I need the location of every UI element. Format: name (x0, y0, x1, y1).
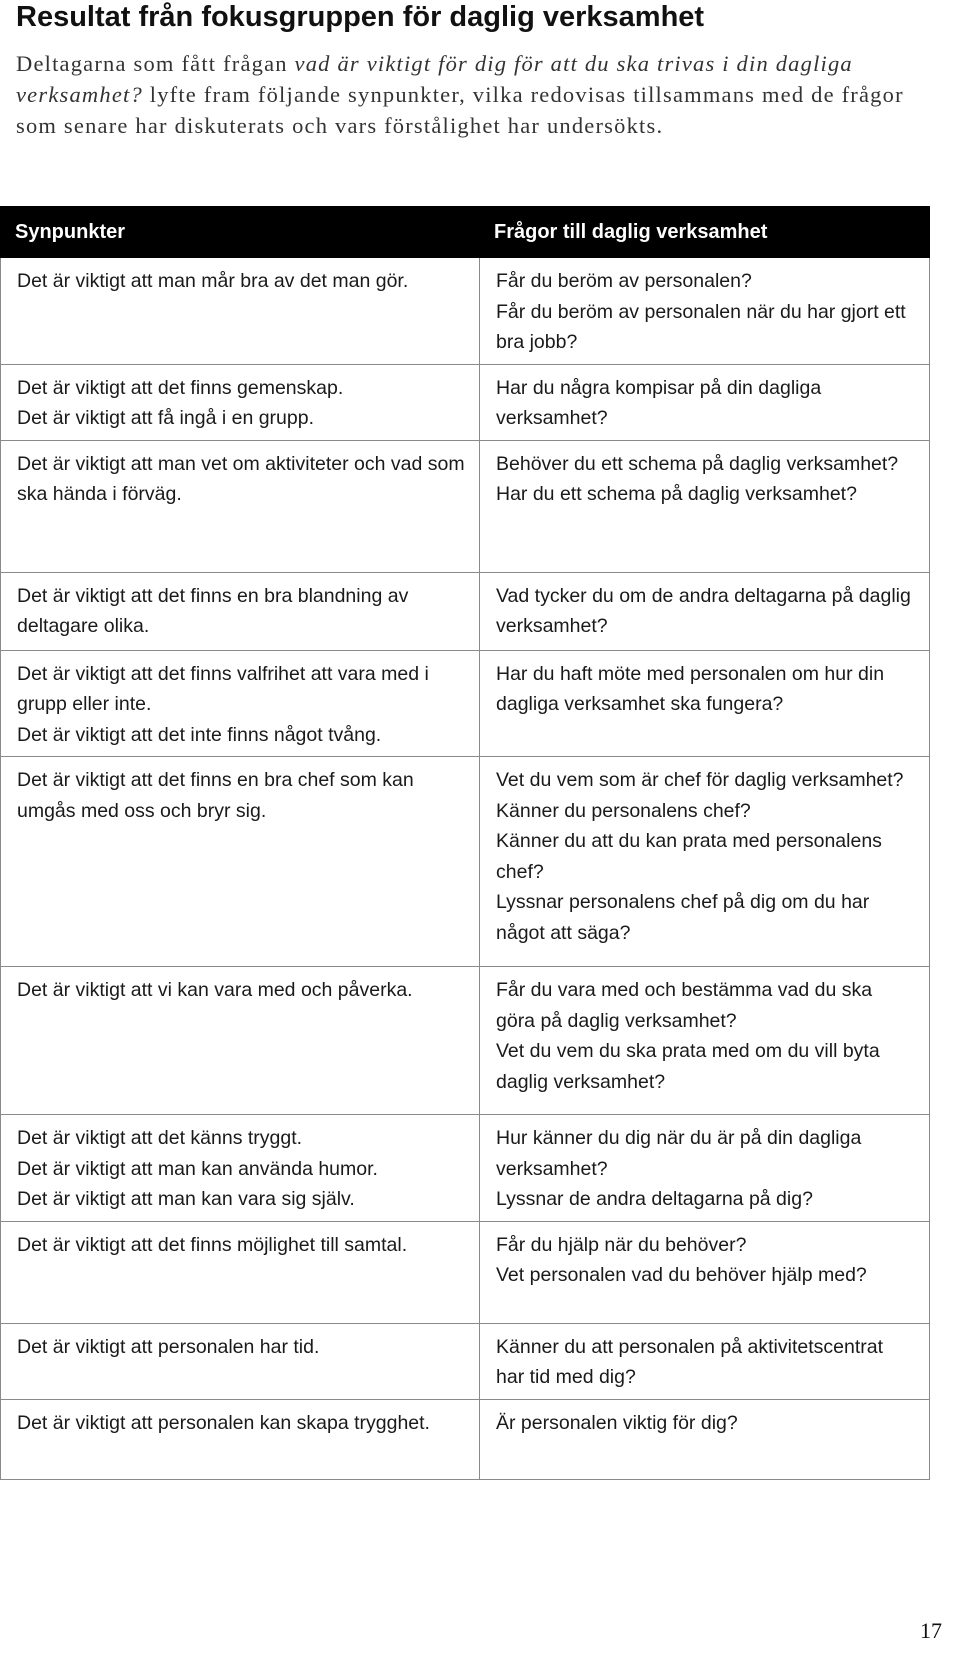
synpunkt-cell (1, 1323, 480, 1399)
synpunkt-cell (1, 757, 480, 967)
page-number: 17 (920, 1618, 942, 1643)
fraga-cell (480, 440, 930, 572)
fraga-text: Vet du vem som är chef för daglig verksamhet? (496, 769, 904, 791)
fraga-cell (480, 1221, 930, 1323)
synpunkt-text: Det är viktigt att det finns möjlighet till samtal. (17, 1233, 408, 1256)
fraga-cell (480, 1115, 930, 1222)
fraga-text: Lyssnar personalens chef på dig om du har något att säga? (496, 891, 870, 944)
fraga-cell (480, 650, 930, 757)
page-title: Resultat från fokusgruppen för daglig verksamhet (16, 1, 705, 33)
fraga-cell (480, 572, 930, 650)
fraga-cell (480, 967, 930, 1115)
fraga-text: Lyssnar de andra deltagarna på dig? (496, 1188, 813, 1210)
synpunkt-text: Det är viktigt att man kan vara sig själv. (17, 1188, 355, 1210)
synpunkt-cell (1, 1115, 480, 1222)
fraga-cell (480, 1323, 930, 1399)
table-row (1, 1221, 930, 1323)
intro-question: vad är viktigt för dig för att du ska trivas i din dagliga verksamhet? (16, 51, 853, 107)
synpunkt-text: Det är viktigt att man kan använda humor. (17, 1157, 378, 1180)
fraga-text: Får du beröm av personalen? (496, 270, 752, 292)
column-header-synpunkter: Synpunkter (1, 207, 480, 258)
synpunkt-cell (1, 258, 480, 365)
synpunkt-cell (1, 1399, 480, 1479)
synpunkt-text: Det är viktigt att det finns en bra blandning av deltagare olika. (17, 584, 409, 637)
fraga-text: Får du beröm av personalen när du har gjort ett bra jobb? (496, 300, 906, 353)
table-row (1, 572, 930, 650)
fraga-cell (480, 364, 930, 440)
synpunkt-text: Det är viktigt att man vet om aktiviteter och vad som ska hända i förväg. (17, 452, 465, 505)
table-row (1, 967, 930, 1115)
synpunkt-cell (1, 1221, 480, 1323)
synpunkt-cell (1, 440, 480, 572)
fraga-text: Vet du vem du ska prata med om du vill byta daglig verksamhet? (496, 1040, 880, 1093)
table-header-row (1, 207, 930, 258)
table-body (1, 258, 930, 1480)
fraga-text: Får du hjälp när du behöver? (496, 1233, 747, 1256)
fraga-cell (480, 258, 930, 365)
synpunkt-text: Det är viktigt att få ingå i en grupp. (17, 407, 314, 429)
table-row (1, 757, 930, 967)
fraga-text: Har du haft möte med personalen om hur din dagliga verksamhet ska fungera? (496, 662, 885, 715)
intro-paragraph (16, 48, 946, 141)
fraga-text: Får du vara med och bestämma vad du ska göra på daglig verksamhet? (496, 979, 873, 1032)
synpunkt-text: Det är viktigt att det inte finns något tvång. (17, 723, 382, 746)
synpunkt-cell (1, 650, 480, 757)
intro-text: Deltagarna som fått frågan (16, 51, 295, 76)
table-row (1, 258, 930, 365)
synpunkt-text: Det är viktigt att det finns valfrihet att vara med i grupp eller inte. (17, 662, 429, 715)
table-row (1, 650, 930, 757)
table-row (1, 440, 930, 572)
fraga-text: Har du några kompisar på din dagliga verksamhet? (496, 376, 822, 429)
synpunkt-text: Det är viktigt att personalen kan skapa trygghet. (17, 1411, 430, 1434)
fraga-text: Känner du att du kan prata med personalens chef? (496, 830, 882, 883)
synpunkt-text: Det är viktigt att det finns en bra chef som kan umgås med oss och bryr sig. (17, 769, 414, 822)
fraga-text: Vad tycker du om de andra deltagarna på daglig verksamhet? (496, 584, 911, 637)
fraga-text: Är personalen viktig för dig? (496, 1411, 738, 1434)
table-row (1, 1323, 930, 1399)
synpunkt-text: Det är viktigt att man mår bra av det man gör. (17, 270, 409, 292)
feedback-table (0, 206, 930, 1480)
column-header-fragor: Frågor till daglig verksamhet (480, 207, 930, 258)
synpunkt-text: Det är viktigt att det finns gemenskap. (17, 376, 344, 399)
synpunkt-cell (1, 967, 480, 1115)
synpunkt-cell (1, 364, 480, 440)
fraga-text: Hur känner du dig när du är på din dagliga verksamhet? (496, 1127, 862, 1180)
fraga-text: Vet personalen vad du behöver hjälp med? (496, 1264, 867, 1286)
fraga-text: Behöver du ett schema på daglig verksamhet? (496, 452, 899, 475)
synpunkt-text: Det är viktigt att vi kan vara med och påverka. (17, 979, 413, 1001)
fraga-text: Har du ett schema på daglig verksamhet? (496, 483, 857, 505)
synpunkt-cell (1, 572, 480, 650)
table-row (1, 1399, 930, 1479)
synpunkt-text: Det är viktigt att det känns tryggt. (17, 1127, 303, 1149)
table-row (1, 364, 930, 440)
fraga-cell (480, 1399, 930, 1479)
intro-text-continued: lyfte fram följande synpunkter, vilka redovisas tillsammans med de frågor som senare har diskuterats och vars förstålighet har undersökts. (16, 82, 904, 138)
table-row (1, 1115, 930, 1222)
fraga-text: Känner du personalens chef? (496, 799, 751, 822)
fraga-cell (480, 757, 930, 967)
fraga-text: Känner du att personalen på aktivitetscentrat har tid med dig? (496, 1335, 883, 1388)
synpunkt-text: Det är viktigt att personalen har tid. (17, 1335, 320, 1358)
